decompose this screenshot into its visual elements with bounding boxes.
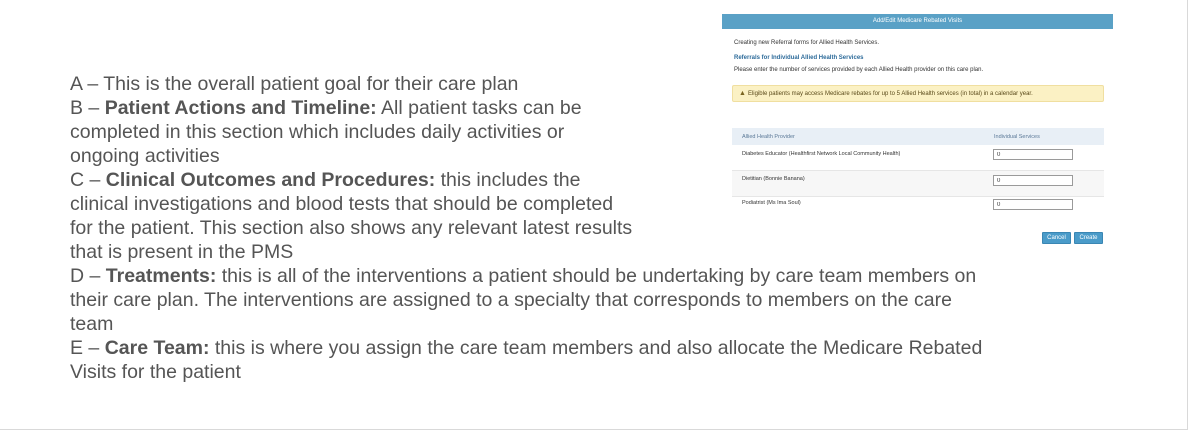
legend-c-line3: for the patient. This section also shows any relevant latest results — [70, 217, 633, 239]
legend-heading: Patient Actions and Timeline: — [104, 97, 377, 119]
table-row — [732, 171, 1104, 197]
services-input-diabetes-educator[interactable] — [993, 149, 1073, 160]
legend-e — [70, 337, 982, 359]
legend-letter: D — [70, 265, 85, 287]
warning-icon: ▲ — [739, 90, 746, 97]
legend-c — [70, 169, 580, 191]
legend-b-line3: ongoing activities — [70, 145, 220, 167]
legend-heading: Treatments: — [105, 265, 217, 287]
modal-intro: Creating new Referral forms for Allied Health Services. — [734, 40, 880, 46]
col-services: Individual Services — [994, 134, 1040, 140]
legend-text: this is all of the interventions a patient should be undertaking by care team members on — [216, 265, 977, 287]
legend-dash: – — [84, 265, 106, 287]
services-input-dietitian[interactable] — [993, 175, 1073, 186]
legend-letter: C — [70, 169, 85, 191]
legend-e-line2: Visits for the patient — [70, 361, 241, 383]
table-row — [732, 197, 1104, 223]
legend-text: All patient tasks can be — [376, 97, 582, 119]
legend-dash: – — [83, 97, 105, 119]
col-provider: Allied Health Provider — [742, 134, 795, 140]
modal-instructions: Please enter the number of services provided by each Allied Health provider on this care plan. — [734, 67, 984, 73]
modal-title: Add/Edit Medicare Rebated Visits — [722, 14, 1113, 29]
create-button[interactable]: Create — [1074, 232, 1103, 244]
legend-c-line4: that is present in the PMS — [70, 241, 294, 263]
legend-letter: B — [70, 97, 84, 119]
legend-c-line2: clinical investigations and blood tests that should be completed — [70, 193, 614, 215]
provider-name: Dietitian (Bonnie Banana) — [742, 176, 805, 182]
services-input-podiatrist[interactable] — [993, 199, 1073, 210]
provider-name: Diabetes Educator (Healthfirst Network Local Community Health) — [742, 151, 901, 157]
legend-d — [70, 265, 976, 287]
legend-b-line2: completed in this section which includes daily activities or — [70, 121, 565, 143]
legend-letter: E — [70, 337, 84, 359]
legend-heading: Care Team: — [104, 337, 210, 359]
legend-text: this is where you assign the care team members and also allocate the Medicare Rebated — [209, 337, 983, 359]
provider-name: Podiatrist (Ms Ima Soul) — [742, 200, 801, 206]
table-row — [732, 145, 1104, 171]
legend-heading: Clinical Outcomes and Procedures: — [105, 169, 436, 191]
legend-letter: A — [70, 73, 82, 95]
legend-dash: – — [84, 169, 106, 191]
legend-dash: – — [83, 337, 105, 359]
modal-section-title: Referrals for Individual Allied Health Services — [734, 55, 864, 61]
legend-b — [70, 97, 582, 119]
legend-a — [70, 73, 518, 95]
eligibility-alert — [732, 85, 1104, 102]
legend-d-line2: their care plan. The interventions are assigned to a specialty that corresponds to members on the care — [70, 289, 952, 311]
services-table — [732, 128, 1104, 223]
table-header — [732, 128, 1104, 145]
alert-text: Eligible patients may access Medicare rebates for up to 5 Allied Health services (in total) in a calendar year. — [747, 91, 1033, 97]
legend-text: – This is the overall patient goal for their care plan — [81, 73, 519, 95]
legend-text: this includes the — [435, 169, 581, 191]
cancel-button[interactable]: Cancel — [1042, 232, 1071, 244]
legend-d-line3: team — [70, 313, 114, 335]
